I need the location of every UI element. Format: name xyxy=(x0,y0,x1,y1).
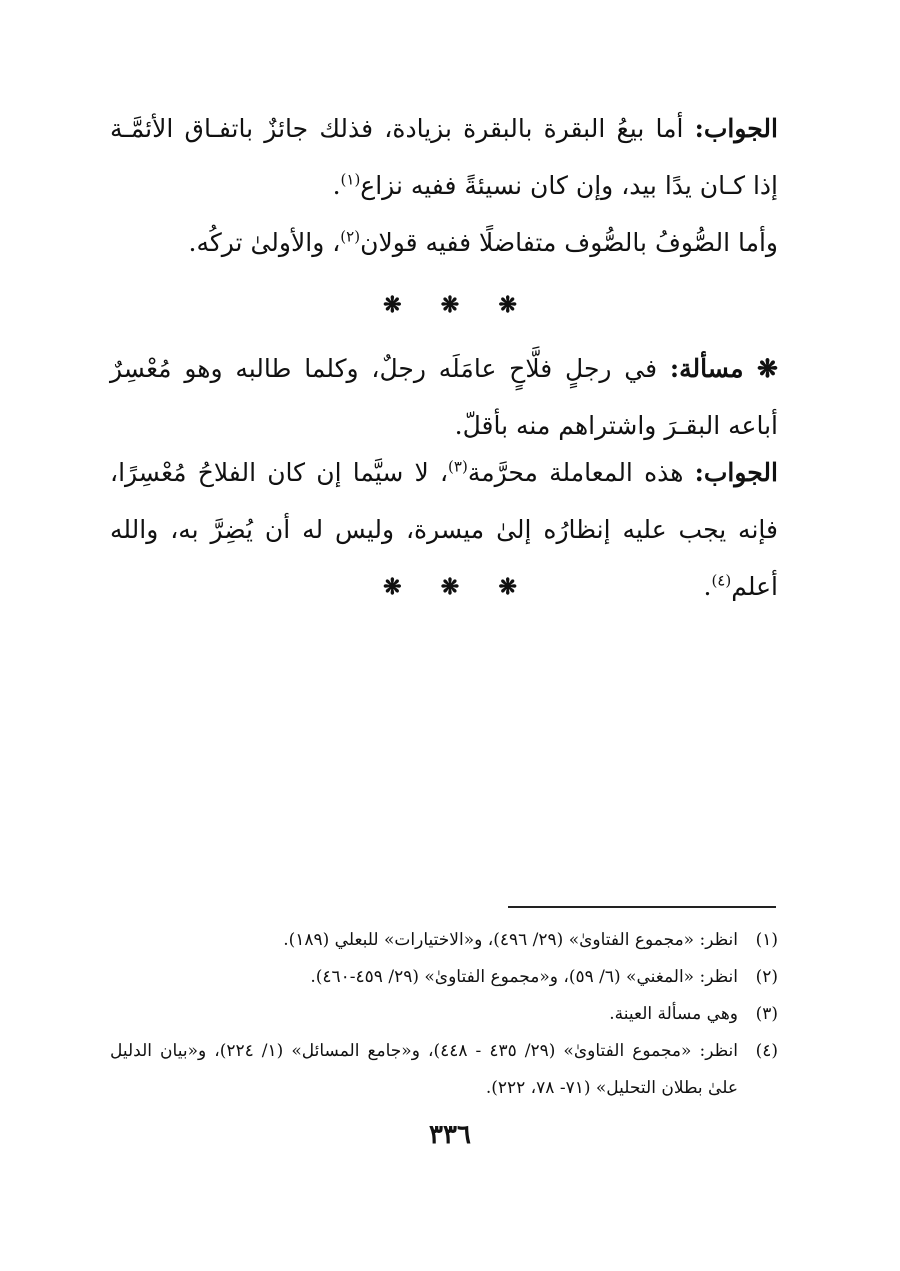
footnote-number: (٢) xyxy=(755,967,778,987)
footnote-number: (٣) xyxy=(755,1004,778,1024)
star-icon: ❋ xyxy=(498,292,517,318)
footnote-ref-3[interactable]: (٣) xyxy=(448,457,468,476)
footnote-text: انظر: «مجموع الفتاوىٰ» (٢٩/ ٤٩٦)، و«الاختيارات» للبعلي (١٨٩). xyxy=(283,930,738,950)
paragraph-2-text: وأما الصُّوفُ بالصُّوف متفاضلًا ففيه قولان xyxy=(360,228,778,257)
footnote-text: وهي مسألة العينة. xyxy=(609,1004,738,1024)
answer-label: الجواب: xyxy=(694,114,778,143)
star-icon: ❋ xyxy=(440,574,460,600)
question-label: ❋ مسألة: xyxy=(669,354,778,383)
footnote-separator xyxy=(508,906,776,908)
answer-label-2: الجواب: xyxy=(694,458,778,487)
footnote-4 xyxy=(110,1033,778,1107)
footnotes xyxy=(110,922,778,1107)
star-icon: ❋ xyxy=(383,574,402,600)
question-text: في رجلٍ فلَّاحٍ عامَلَه رجلٌ، وكلما طالبه وهو مُعْسِرٌ أباعه البقـرَ واشتراهم منه بأقلّ. xyxy=(110,354,778,440)
footnote-2 xyxy=(110,959,778,996)
answer-2-text: هذه المعاملة محرَّمة xyxy=(467,458,695,487)
footnote-ref-4[interactable]: (٤) xyxy=(711,571,732,590)
paragraph-2-tail: ، والأولىٰ تركُه. xyxy=(188,228,341,257)
section-divider-2 xyxy=(0,571,900,600)
answer-tail: . xyxy=(332,171,341,200)
answer-2-tail: . xyxy=(703,572,712,601)
star-icon: ❋ xyxy=(498,574,517,600)
page-number: ٣٣٦ xyxy=(429,1120,471,1150)
answer-text: أما بيعُ البقرة بالبقرة بزيادة، فذلك جائزٌ باتفـاق الأئمَّـة إذا كـان يدًا بيد، وإن كان نسيئةً ففيه نزاع xyxy=(110,114,778,200)
footnote-1 xyxy=(110,922,778,959)
footnote-text: انظر: «مجموع الفتاوىٰ» (٢٩/ ٤٣٥ - ٤٤٨)، و«جامع المسائل» (١/ ٢٢٤)، و«بيان الدليل علىٰ بطلان التحليل» (٧١- ٧٨، ٢٢٢). xyxy=(110,1041,738,1098)
question-paragraph xyxy=(110,340,778,454)
answer-2-text-cont: ، لا سيَّما إن كان الفلاحُ مُعْسِرًا، فإنه يجب عليه إنظارُه إلىٰ ميسرة، وليس له أن يُضِرَّ به، والله أعلم xyxy=(110,458,778,601)
star-icon: ❋ xyxy=(383,292,402,318)
footnote-text: انظر: «المغني» (٦/ ٥٩)، و«مجموع الفتاوىٰ» (٢٩/ ٤٥٩-٤٦٠). xyxy=(310,967,738,987)
answer-paragraph-1 xyxy=(110,100,778,214)
paragraph-2 xyxy=(110,214,778,271)
star-icon: ❋ xyxy=(440,292,460,318)
footnote-ref-2[interactable]: (٢) xyxy=(340,227,361,246)
footnote-ref-1[interactable]: (١) xyxy=(340,170,361,189)
footnote-3 xyxy=(110,996,778,1033)
footnote-number: (٤) xyxy=(755,1041,778,1061)
section-divider-1 xyxy=(0,292,900,318)
footnote-number: (١) xyxy=(755,930,778,950)
